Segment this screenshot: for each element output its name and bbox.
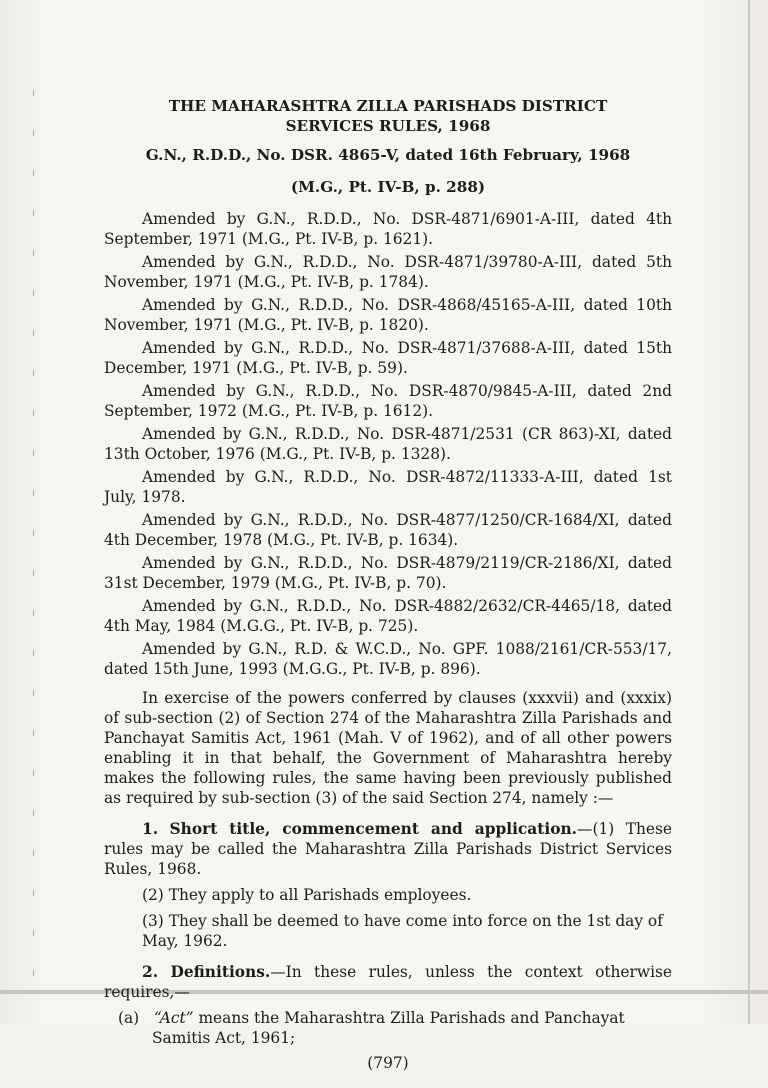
binding-margin-marks [33,90,34,990]
amendment-entry: Amended by G.N., R.D.D., No. DSR-4877/1250/CR-1684/XI, dated 4th December, 1978 (M.G., Pt. IV-B, p. 1634). [104,511,672,549]
amendment-entry: Amended by G.N., R.D.D., No. DSR-4882/2632/CR-4465/18, dated 4th May, 1984 (M.G.G., Pt. IV-B, p. 725). [104,597,672,635]
rule-heading: Definitions. [170,963,271,981]
amendment-entry: Amended by G.N., R.D.D., No. DSR-4871/37688-A-III, dated 15th December, 1971 (M.G., Pt. IV-B, p. 59). [104,339,672,377]
rule-number: 1. [142,820,159,838]
clause-label: (a) [118,1009,140,1027]
amendment-entry: Amended by G.N., R.D.D., No. DSR-4872/11333-A-III, dated 1st July, 1978. [104,468,672,506]
amendment-entry: Amended by G.N., R.D.D., No. DSR-4871/2531 (CR 863)-XI, dated 13th October, 1976 (M.G., Pt. IV-B, p. 1328). [104,425,672,463]
rule-1 [104,819,672,879]
preamble: In exercise of the powers conferred by clauses (xxxvii) and (xxxix) of sub-section (2) of Section 274 of the Maharashtra Zilla Parishads and Panchayat Samitis Act, 1961 (Mah. V of 1962), and of all other powers enabling it in that behalf, the Government of Maharashtra hereby makes the following rules, the same having been previously published as required by sub-section (3) of the said Section 274, namely :— [104,689,672,807]
page-right-edge [748,0,750,1024]
amendment-entry: Amended by G.N., R.D.D., No. DSR-4879/2119/CR-2186/XI, dated 31st December, 1979 (M.G., Pt. IV-B, p. 70). [104,554,672,592]
amendment-entry: Amended by G.N., R.D.D., No. DSR-4868/45165-A-III, dated 10th November, 1971 (M.G., Pt. IV-B, p. 1820). [104,296,672,334]
clause-text: means the Maharashtra Zilla Parishads and Panchayat Samitis Act, 1961; [152,1009,625,1047]
amendment-entry: Amended by G.N., R.D.D., No. DSR-4871/6901-A-III, dated 4th September, 1971 (M.G., Pt. IV-B, p. 1621). [104,210,672,248]
rule-1-subrule-3: (3) They shall be deemed to have come into force on the 1st day of May, 1962. [142,912,663,950]
document-title: THE MAHARASHTRA ZILLA PARISHADS DISTRICT SERVICES RULES, 1968 [168,97,608,135]
rule-2 [104,962,672,1002]
amendment-entry: Amended by G.N., R.D.D., No. DSR-4871/39780-A-III, dated 5th November, 1971 (M.G., Pt. IV-B, p. 1784). [104,253,672,291]
notification-reference: G.N., R.D.D., No. DSR. 4865-V, dated 16th February, 1968 [145,146,631,164]
page-number: (797) [367,1054,409,1072]
rule-text: —(1) These rules may be called the Maharashtra Zilla Parishads District Services Rules, 1968. [104,820,672,878]
rule-text: —In these rules, unless the context otherwise requires,— [104,963,672,1001]
rule-number: 2. [142,963,159,981]
document-body [104,96,672,1088]
amendment-entry: Amended by G.N., R.D.D., No. DSR-4870/9845-A-III, dated 2nd September, 1972 (M.G., Pt. IV-B, p. 1612). [104,382,672,420]
gazette-reference: (M.G., Pt. IV-B, p. 288) [290,178,486,196]
defined-term: “Act” [153,1009,194,1027]
amendment-list [104,209,672,679]
rule-2-clause-a [118,1008,672,1048]
amendment-entry: Amended by G.N., R.D. & W.C.D., No. GPF. 1088/2161/CR-553/17, dated 15th June, 1993 (M.G.G., Pt. IV-B, p. 896). [104,640,672,678]
rule-1-subrule-2: (2) They apply to all Parishads employees. [142,886,472,904]
rule-heading: Short title, commencement and application. [169,820,578,838]
